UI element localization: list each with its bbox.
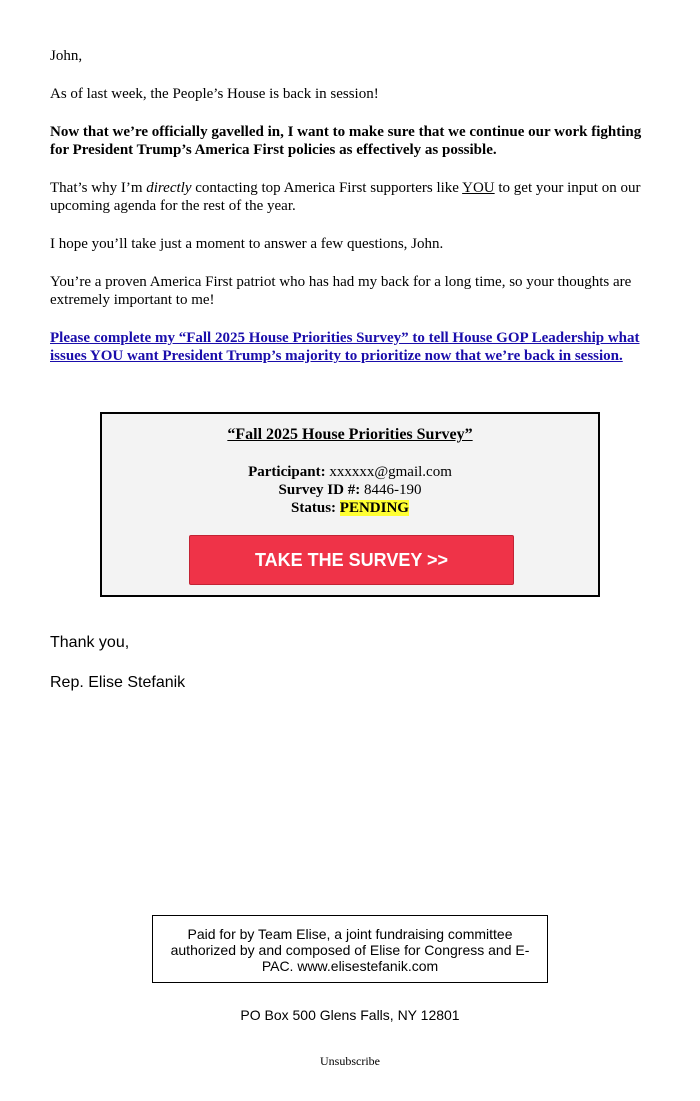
- greeting: John,: [50, 48, 83, 64]
- p3-text-b: contacting top America First supporters like: [191, 180, 463, 196]
- p3-text-a: That’s why I’m: [50, 180, 147, 196]
- take-survey-button[interactable]: TAKE THE SURVEY >>: [189, 535, 514, 585]
- survey-title: “Fall 2025 House Priorities Survey”: [227, 426, 473, 443]
- paragraph-gavelled-in: Now that we’re officially gavelled in, I want to make sure that we continue our work fighting for President Trump’s America First policies as effectively as possible.: [50, 124, 642, 158]
- paragraph-directly-contacting: [50, 179, 650, 215]
- paid-for-disclaimer: Paid for by Team Elise, a joint fundraising committee authorized by and composed of Elise for Congress and E-PAC. www.elisestefanik.com: [152, 915, 548, 983]
- signoff: [50, 633, 185, 713]
- p3-you-underlined: YOU: [462, 180, 495, 196]
- participant-row: [102, 463, 598, 481]
- survey-link[interactable]: Please complete my “Fall 2025 House Priorities Survey” to tell House GOP Leadership what issues YOU want President Trump’s majority to prioritize now that we’re back in session.: [50, 330, 640, 364]
- paragraph-proven-patriot: You’re a proven America First patriot who has had my back for a long time, so your thoughts are extremely important to me!: [50, 274, 632, 308]
- survey-id-row: [102, 481, 598, 499]
- participant-label: Participant:: [248, 464, 326, 480]
- p3-text-c: to get your input on our upcoming agenda for the rest of the year.: [50, 180, 641, 214]
- status-row: [102, 499, 598, 517]
- survey-id-label: Survey ID #:: [278, 482, 361, 498]
- thank-you-text: Thank you,: [50, 634, 130, 651]
- survey-meta: [102, 463, 598, 517]
- status-label: Status:: [291, 500, 337, 516]
- p3-emphasis: directly: [146, 180, 192, 196]
- signature: Rep. Elise Stefanik: [50, 674, 186, 691]
- survey-id-value: 8446-190: [363, 482, 422, 498]
- participant-value: xxxxxx@gmail.com: [329, 464, 452, 480]
- paragraph-answer-questions: I hope you’ll take just a moment to answer a few questions, John.: [50, 236, 444, 252]
- mailing-address: PO Box 500 Glens Falls, NY 12801: [240, 1007, 460, 1023]
- email-body: [50, 47, 650, 365]
- unsubscribe-link[interactable]: Unsubscribe: [320, 1054, 380, 1068]
- paragraph-back-in-session: As of last week, the People’s House is back in session!: [50, 86, 379, 102]
- status-badge: PENDING: [339, 500, 409, 516]
- survey-card: [100, 412, 600, 597]
